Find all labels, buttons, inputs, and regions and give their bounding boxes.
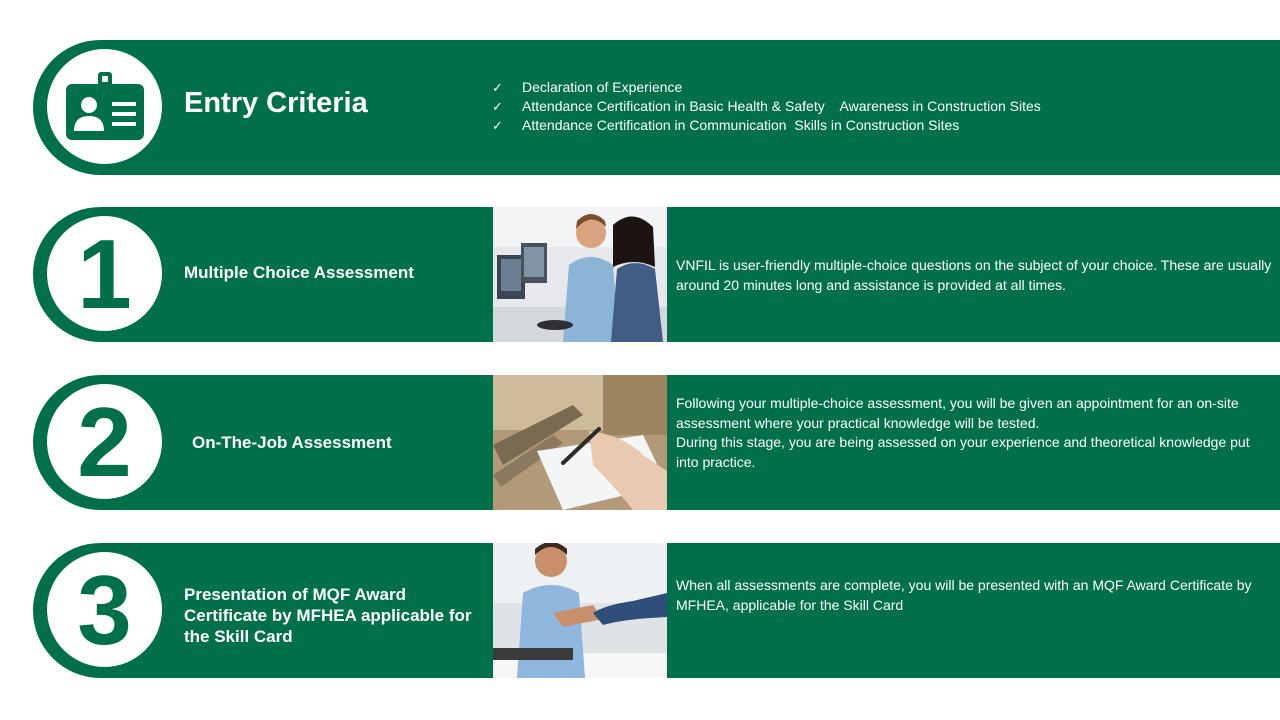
- entry-icon-circle: [47, 49, 162, 164]
- stage-1-band: [33, 207, 1280, 342]
- criteria-list: [492, 78, 1041, 135]
- stage-number-circle: [47, 216, 162, 331]
- stage-description: Following your multiple-choice assessment, you will be given an appointment for an on-site assessment where your practical knowledge will be tested. During this stage, you are being assessed on your experience and theoretical knowledge put into practice.: [676, 395, 1250, 470]
- check-icon: ✓: [492, 118, 503, 133]
- handshake-photo: [493, 543, 667, 678]
- people-at-computers-photo: [493, 207, 667, 342]
- stage-title: Presentation of MQF Award Certificate by MFHEA applicable for the Skill Card: [184, 585, 472, 646]
- stage-number: 3: [77, 554, 132, 665]
- entry-criteria-band: [33, 40, 1280, 175]
- entry-criteria-title: Entry Criteria: [184, 87, 368, 119]
- check-icon: ✓: [492, 99, 503, 114]
- stage-number: 2: [77, 386, 132, 497]
- stage-3-band: [33, 543, 1280, 678]
- stage-number: 1: [77, 218, 132, 329]
- id-card-icon: [65, 72, 145, 142]
- stage-number-circle: [47, 384, 162, 499]
- check-icon: ✓: [492, 80, 503, 95]
- criteria-item: ✓ Attendance Certification in Basic Health & Safety Awareness in Construction Sites: [492, 98, 1041, 114]
- stage-number-circle: [47, 552, 162, 667]
- stage-title: Multiple Choice Assessment: [184, 263, 414, 282]
- stage-2-band: [33, 375, 1280, 510]
- writing-on-clipboard-photo: [493, 375, 667, 510]
- stage-description: VNFIL is user-friendly multiple-choice questions on the subject of your choice. These are usually around 20 minutes long and assistance is provided at all times.: [676, 257, 1272, 293]
- stage-title: On-The-Job Assessment: [192, 433, 392, 452]
- criteria-item: ✓ Attendance Certification in Communication Skills in Construction Sites: [492, 117, 960, 133]
- stage-description: When all assessments are complete, you will be presented with an MQF Award Certificate by MFHEA, applicable for the Skill Card: [676, 577, 1252, 613]
- criteria-item: ✓ Declaration of Experience: [492, 79, 683, 95]
